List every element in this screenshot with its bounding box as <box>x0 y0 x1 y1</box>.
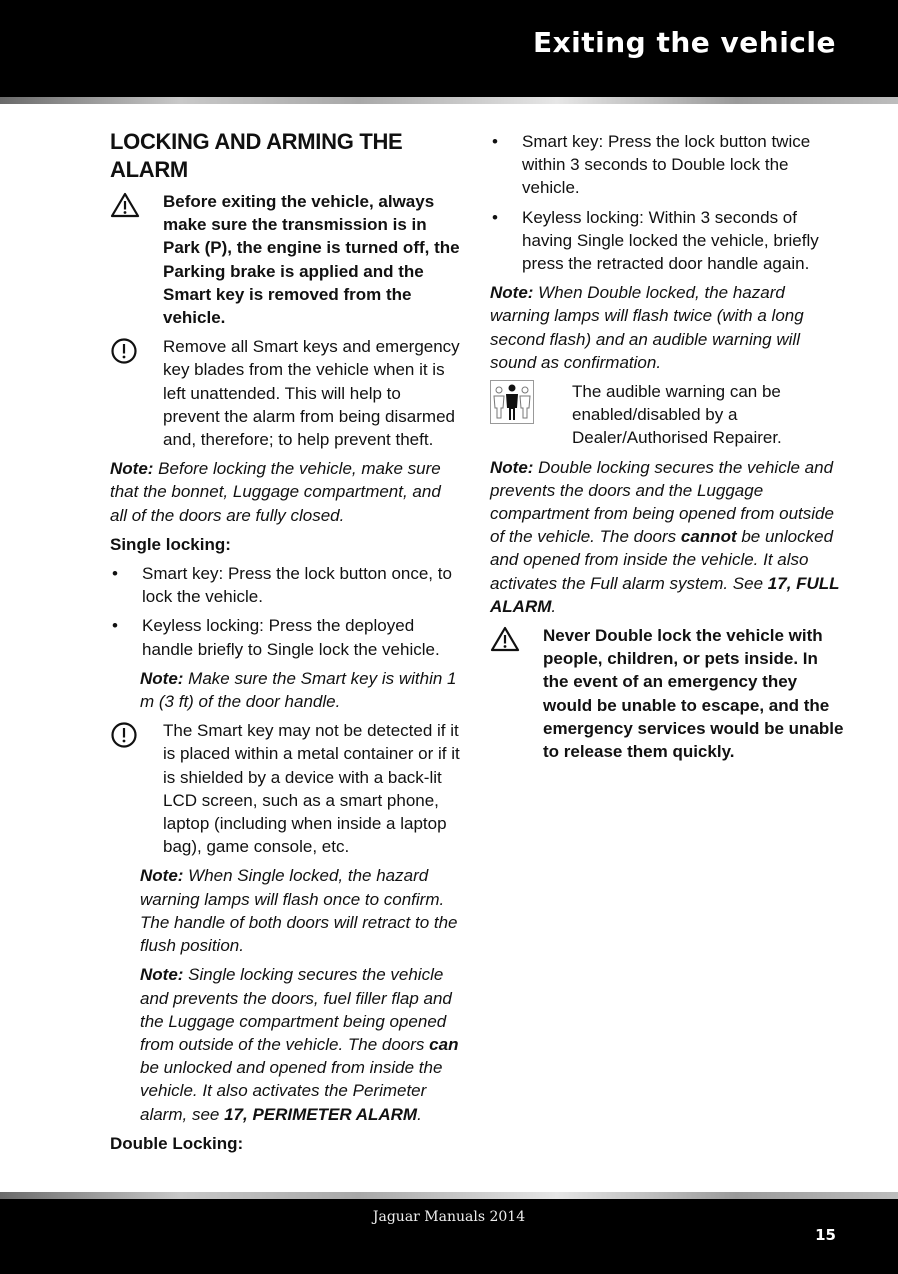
caution-block <box>110 719 460 858</box>
list-item: • Smart key: Press the lock button once, to lock the vehicle. <box>110 562 460 608</box>
note-paragraph: Note: When Single locked, the hazard warning lamps will flash once to confirm. The handle of both doors will retract to the flush position. <box>140 866 458 956</box>
note-paragraph: Note: Double locking secures the vehicle and prevents the doors and the Luggage compartment from being opened from outside of the vehicle. The doors cannot be unlocked and opened from inside the vehicle. It also activates the Full alarm system. See 17, FULL ALARM. <box>490 457 840 616</box>
right-column <box>490 130 845 769</box>
bullet-dot: • <box>492 132 498 151</box>
list-item: • Smart key: Press the lock button twice within 3 seconds to Double lock the vehicle. <box>490 130 845 200</box>
note-paragraph: Note: Before locking the vehicle, make sure that the bonnet, Luggage compartment, and all of the doors are fully closed. <box>110 459 441 525</box>
caution-circle-icon <box>110 719 163 858</box>
single-locking-heading: Single locking: <box>110 534 231 554</box>
list-item: • Keyless locking: Press the deployed handle briefly to Single lock the vehicle. <box>110 614 460 660</box>
people-icon <box>490 380 572 450</box>
left-column <box>110 128 460 1161</box>
caution-text: Remove all Smart keys and emergency key blades from the vehicle when it is left unattended. This will help to prevent the alarm from being disarmed and, therefore; to help prevent theft. <box>163 337 460 450</box>
double-locking-heading: Double Locking: <box>110 1133 244 1153</box>
warning-triangle-icon <box>490 624 543 763</box>
caution-text: The Smart key may not be detected if it is placed within a metal container or if it is shielded by a device with a back-lit LCD screen, such as a smart phone, laptop (including when inside a laptop bag), game console, etc. <box>163 721 460 857</box>
note-paragraph: Note: When Double locked, the hazard warning lamps will flash twice (with a long second flash) and an audible warning will sound as confirmation. <box>490 283 804 372</box>
warning-block <box>490 624 845 763</box>
cross-reference-link[interactable]: 17, PERIMETER ALARM <box>224 1104 418 1124</box>
bullet-dot: • <box>112 564 118 584</box>
page-number: 15 <box>815 1226 836 1244</box>
bullet-dot: • <box>112 616 118 636</box>
warning-text: Before exiting the vehicle, always make sure the transmission is in Park (P), the engine is turned off, the Parking brake is applied and the Smart key is removed from the vehicle. <box>163 192 460 328</box>
warning-triangle-icon <box>110 190 163 329</box>
warning-block <box>110 190 460 329</box>
note-paragraph: Note: Make sure the Smart key is within 1 m (3 ft) of the door handle. <box>140 668 457 712</box>
page-footer <box>0 1199 898 1274</box>
cross-reference-link[interactable]: 17, FULL ALARM <box>490 573 840 616</box>
header-divider <box>0 97 898 104</box>
footer-divider <box>0 1192 898 1199</box>
dealer-info-block <box>490 380 845 450</box>
page-header <box>0 0 898 97</box>
warning-text: Never Double lock the vehicle with people, children, or pets inside. In the event of an emergency they would be unable to escape, and the emergency services would be unable to release them quickly. <box>543 626 844 762</box>
caution-block <box>110 335 460 451</box>
list-item: • Keyless locking: Within 3 seconds of having Single locked the vehicle, briefly press the retracted door handle again. <box>490 206 845 276</box>
section-title: LOCKING AND ARMING THE ALARM <box>110 129 403 182</box>
footer-credit: Jaguar Manuals 2014 <box>372 1209 526 1225</box>
bullet-dot: • <box>492 207 498 227</box>
caution-circle-icon <box>110 335 163 451</box>
page-title: Exiting the vehicle <box>532 26 836 59</box>
note-paragraph: Note: Single locking secures the vehicle and prevents the doors, fuel filler flap and the Luggage compartment being opened from outside of the vehicle. The doors can be unlocked and opened from inside the vehicle. It also activates the Perimeter alarm, see 17, PERIMETER ALARM. <box>140 965 459 1124</box>
dealer-info-text: The audible warning can be enabled/disabled by a Dealer/Authorised Repairer. <box>572 382 782 448</box>
